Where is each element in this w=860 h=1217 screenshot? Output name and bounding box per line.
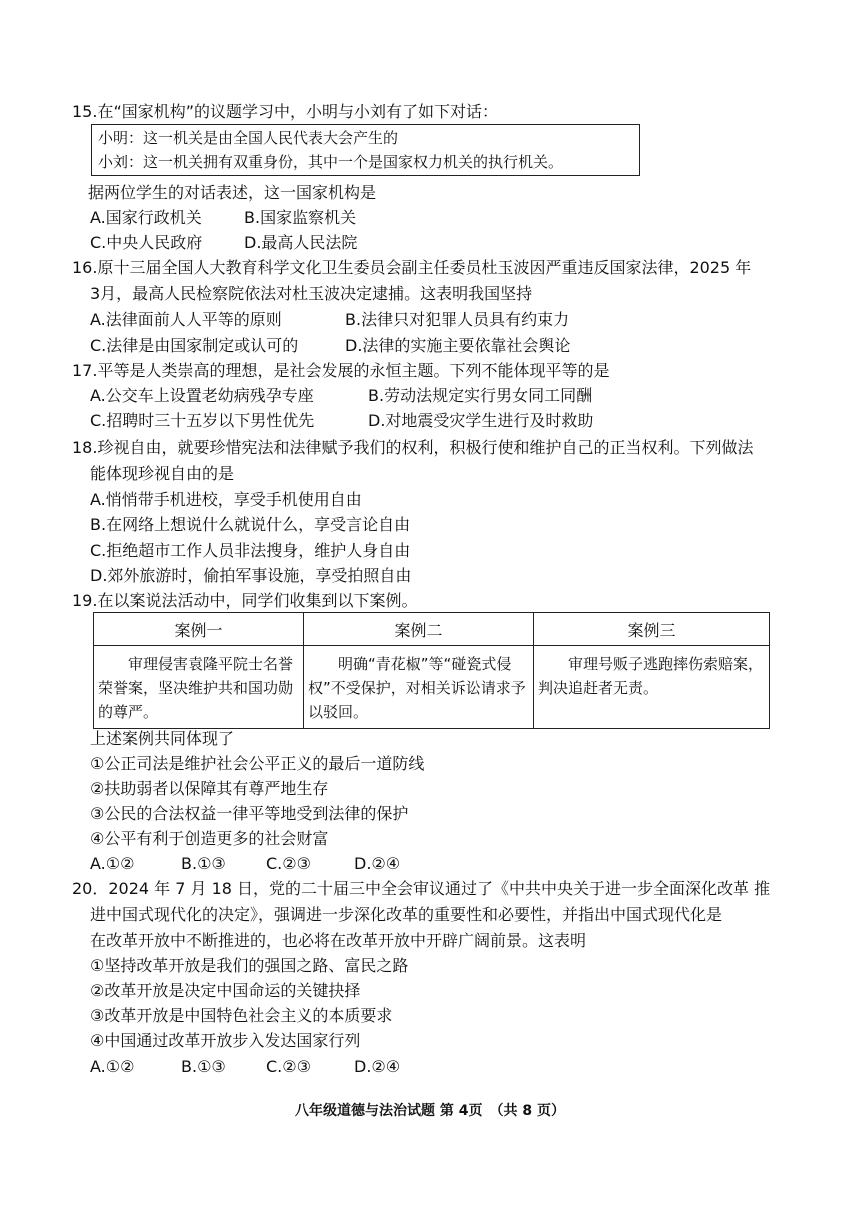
q17-option-a: A.公交车上设置老幼病残孕专座 — [90, 386, 314, 405]
q18-option-a: A.悄悄带手机进校，享受手机使用自由 — [90, 490, 362, 509]
q18-stem-2: 能体现珍视自由的是 — [90, 464, 235, 483]
q19-stem: 19.在以案说法活动中，同学们收集到以下案例。 — [72, 591, 418, 610]
q20-stem-3: 在改革开放中不断推进的，也必将在改革开放中开辟广阔前景。这表明 — [90, 931, 587, 950]
q19-option-a: A.①② — [90, 854, 135, 873]
q19-option-c: C.②③ — [266, 854, 311, 873]
q15-dialog-line-2: 小刘：这一机关拥有双重身份，其中一个是国家权力机关的执行机关。 — [98, 153, 564, 171]
q16-option-a: A.法律面前人人平等的原则 — [90, 310, 282, 329]
q17-stem: 17.平等是人类崇高的理想，是社会发展的永恒主题。下列不能体现平等的是 — [72, 361, 610, 380]
q20-statement-2: ②改革开放是决定中国命运的关键抉择 — [90, 981, 361, 1000]
q19-statement-4: ④公平有利于创造更多的社会财富 — [90, 829, 329, 848]
page-footer: 八年级道德与法治试题 第 4页 （共 8 页） — [295, 1103, 565, 1119]
q17-option-c: C.招聘时三十五岁以下男性优先 — [90, 411, 315, 430]
q19-statement-2: ②扶助弱者以保障其有尊严地生存 — [90, 779, 329, 798]
q19-option-d: D.②④ — [354, 854, 401, 873]
q18-option-d: D.郊外旅游时，偷拍军事设施，享受拍照自由 — [90, 566, 412, 585]
q15-option-b: B.国家监察机关 — [244, 208, 357, 227]
case-header-3: 案例三 — [534, 613, 770, 646]
q17-option-d: D.对地震受灾学生进行及时救助 — [368, 411, 594, 430]
q20-stem-1: 20．2024 年 7 月 18 日，党的二十届三中全会审议通过了《中共中央关于进一步全面深化改革 推 — [72, 879, 771, 898]
q15-dialog-box — [91, 124, 640, 176]
q15-option-c: C.中央人民政府 — [90, 233, 203, 252]
q19-ask: 上述案例共同体现了 — [90, 729, 235, 748]
q19-option-b: B.①③ — [181, 854, 226, 873]
q20-stem-2: 进中国式现代化的决定》，强调进一步深化改革的重要性和必要性，并指出中国式现代化是 — [90, 905, 723, 924]
q15-option-d: D.最高人民法院 — [244, 233, 358, 252]
q20-option-d: D.②④ — [354, 1057, 401, 1076]
q15-ask: 据两位学生的对话表述，这一国家机构是 — [88, 183, 377, 202]
q16-option-d: D.法律的实施主要依靠社会舆论 — [345, 336, 571, 355]
q20-statement-3: ③改革开放是中国特色社会主义的本质要求 — [90, 1006, 393, 1025]
q18-option-c: C.拒绝超市工作人员非法搜身，维护人身自由 — [90, 541, 411, 560]
q20-statement-4: ④中国通过改革开放步入发达国家行列 — [90, 1031, 361, 1050]
q15-stem: 15.在“国家机构”的议题学习中，小明与小刘有了如下对话： — [72, 102, 499, 121]
case-header-2: 案例二 — [304, 613, 534, 646]
q16-stem-2: 3月，最高人民检察院依法对杜玉波决定逮捕。这表明我国坚持 — [90, 284, 533, 303]
q20-option-b: B.①③ — [181, 1057, 226, 1076]
q19-statement-3: ③公民的合法权益一律平等地受到法律的保护 — [90, 804, 409, 823]
q16-option-c: C.法律是由国家制定或认可的 — [90, 336, 299, 355]
q16-stem-1: 16.原十三届全国人大教育科学文化卫生委员会副主任委员杜玉波因严重违反国家法律，2025 年 — [72, 258, 752, 277]
q19-statement-1: ①公正司法是维护社会公平正义的最后一道防线 — [90, 754, 425, 773]
case-cell-3: 审理号贩子逃跑摔伤索赔案，判决追赶者无责。 — [534, 646, 770, 729]
q20-option-a: A.①② — [90, 1057, 135, 1076]
q20-statement-1: ①坚持改革开放是我们的强国之路、富民之路 — [90, 956, 409, 975]
case-cell-2: 明确“青花椒”等“碰瓷式侵权”不受保护，对相关诉讼请求予以驳回。 — [304, 646, 534, 729]
case-cell-1: 审理侵害袁隆平院士名誉荣誉案，坚决维护共和国功勋的尊严。 — [94, 646, 304, 729]
q18-option-b: B.在网络上想说什么就说什么，享受言论自由 — [90, 515, 411, 534]
q19-case-table — [93, 612, 770, 729]
q16-option-b: B.法律只对犯罪人员具有约束力 — [345, 310, 570, 329]
q17-option-b: B.劳动法规定实行男女同工同酬 — [368, 386, 593, 405]
q15-dialog-line-1: 小明：这一机关是由全国人民代表大会产生的 — [98, 129, 399, 147]
q15-option-a: A.国家行政机关 — [90, 208, 202, 227]
case-header-1: 案例一 — [94, 613, 304, 646]
q18-stem-1: 18.珍视自由，就要珍惜宪法和法律赋予我们的权利，积极行使和维护自己的正当权利。下列做法 — [72, 438, 754, 457]
q20-option-c: C.②③ — [266, 1057, 311, 1076]
